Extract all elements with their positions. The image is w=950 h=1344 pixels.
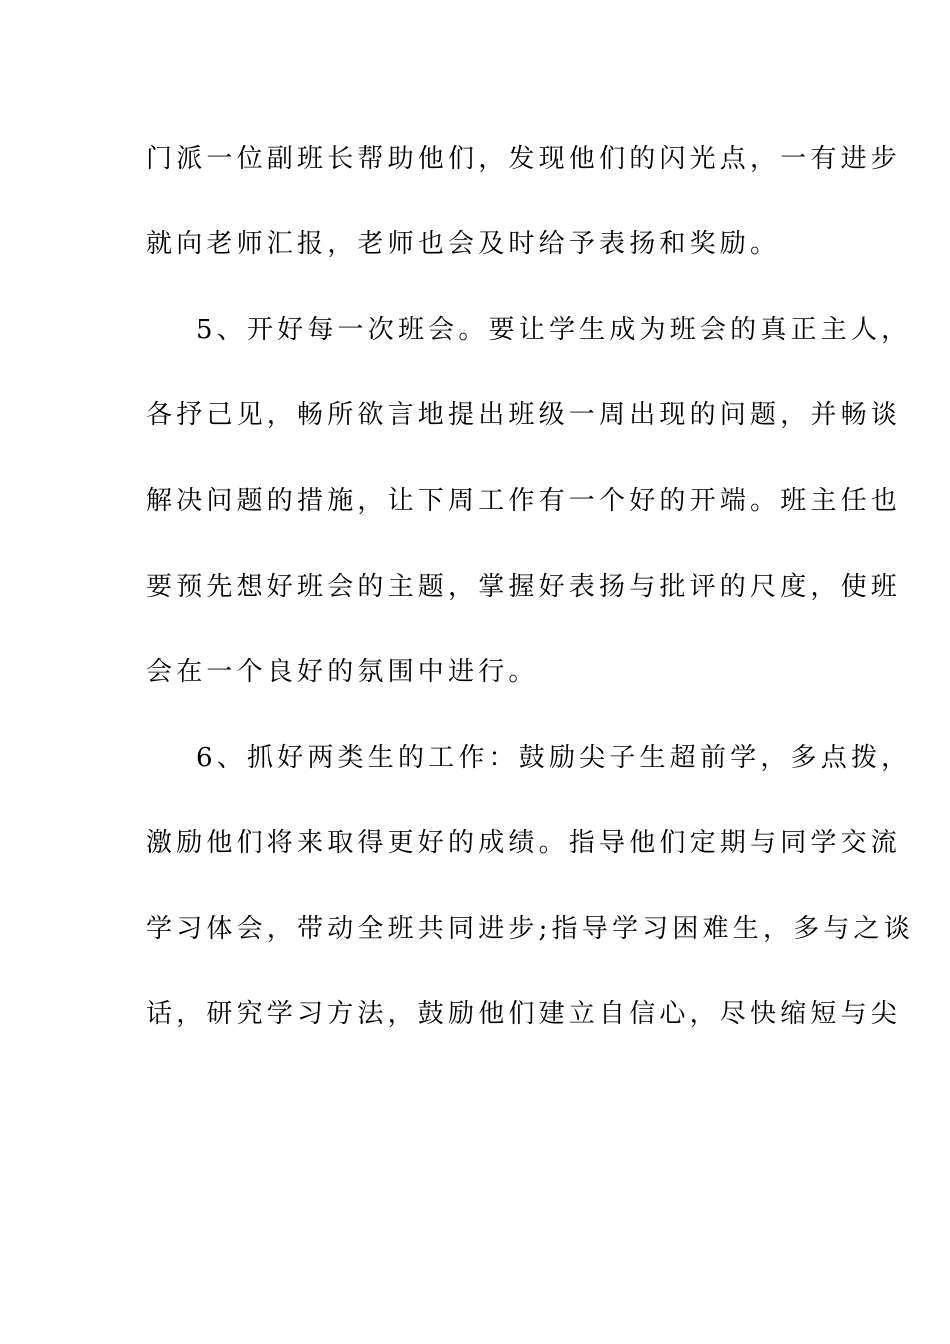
text-line-10: 学习体会，带动全班共同进步;指导学习困难生，多与之谈 [146,914,914,944]
text-line-11: 话，研究学习方法，鼓励他们建立自信心，尽快缩短与尖 [146,999,902,1029]
text-line-8: 6、抓好两类生的工作：鼓励尖子生超前学，多点拨， [196,743,912,773]
text-line-3: 5、开好每一次班会。要让学生成为班会的真正主人， [196,315,912,345]
text-line-7: 会在一个良好的氛围中进行。 [146,657,539,687]
text-line-2: 就向老师汇报，老师也会及时给予表扬和奖励。 [146,229,781,259]
text-line-1: 门派一位副班长帮助他们，发现他们的闪光点，一有进步 [146,144,902,174]
text-line-5: 解决问题的措施，让下周工作有一个好的开端。班主任也 [146,486,902,516]
text-line-4: 各抒己见，畅所欲言地提出班级一周出现的问题，并畅谈 [146,400,902,430]
text-line-9: 激励他们将来取得更好的成绩。指导他们定期与同学交流 [146,828,902,858]
text-line-6: 要预先想好班会的主题，掌握好表扬与批评的尺度，使班 [146,572,902,602]
